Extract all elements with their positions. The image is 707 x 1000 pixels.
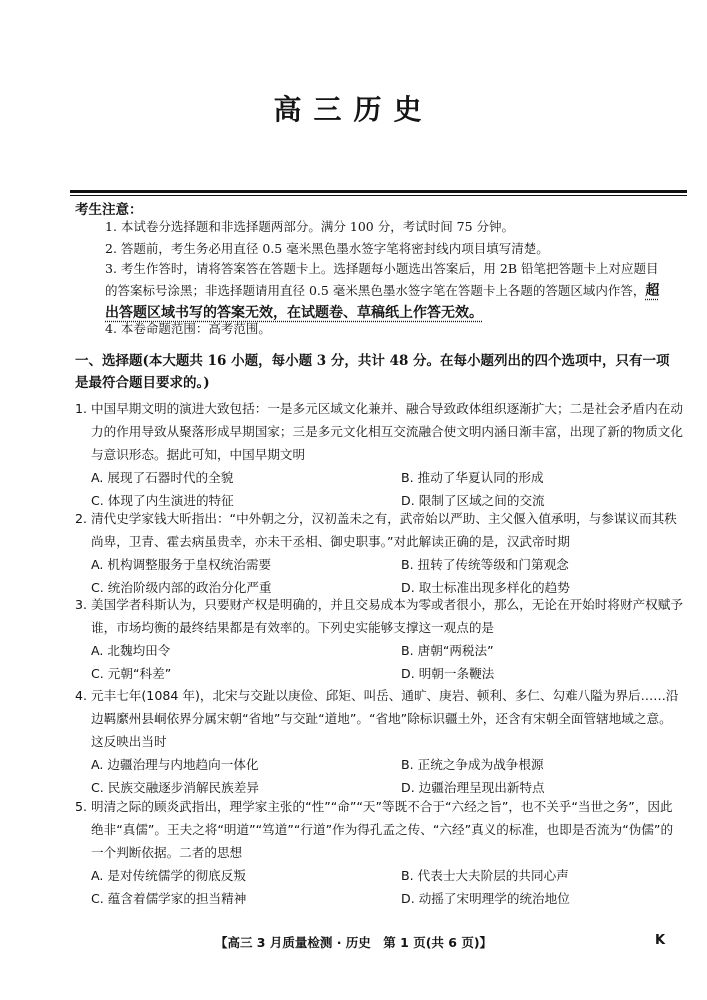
option-b: B. 正统之争成为战争根源: [401, 757, 544, 772]
option-a: A. 北魏均田令: [91, 643, 171, 658]
header-rule-thin: [70, 195, 687, 196]
option-d: D. 限制了区域之间的交流: [401, 493, 545, 508]
question-2: [75, 507, 683, 599]
question-stem: 2. 清代史学家钱大昕指出：“中外朝之分，汉初盖未之有，武帝始以严助、主父偃入值承明，与参谋议而其秩尚卑，卫青、霍去病虽贵幸，亦未干丞相、御史职事。”对此解读正确的是，汉武帝时期: [75, 511, 677, 549]
option-a: A. 边疆治理与内地趋向一体化: [91, 757, 259, 772]
notice-item-4: 4. 本卷命题范围：高考范围。: [105, 321, 271, 336]
notice-item-1: 1. 本试卷分选择题和非选择题两部分。满分 100 分，考试时间 75 分钟。: [105, 219, 515, 234]
notice-item-3-text: 3. 考生作答时，请将答案答在答题卡上。选择题每小题选出答案后，用 2B 铅笔把答题卡上对应题目的答案标号涂黑；非选择题请用直径 0.5 毫米黑色墨水签字笔在答题卡上各题的答题区域内作答，: [105, 261, 659, 298]
header-rule-thick: [70, 190, 687, 193]
question-stem: 1. 中国早期文明的演进大致包括：一是多元区域文化兼并、融合导致政体组织逐渐扩大；二是社会矛盾内在动力的作用导致从聚落形成早期国家；三是多元文化相互交流融合使文明内涵日渐丰富，出现了新的物质文化与意识形态。据此可知，中国早期文明: [75, 401, 683, 462]
option-a: A. 是对传统儒学的彻底反叛: [91, 868, 246, 883]
notice-item-3-emphasis: 超出答题区域书写的答案无效，在试题卷、草稿纸上作答无效。: [105, 283, 660, 321]
option-d: D. 取士标准出现多样化的趋势: [401, 580, 570, 595]
option-b: B. 推动了华夏认同的形成: [401, 470, 544, 485]
option-b: B. 扭转了传统等级和门第观念: [401, 557, 569, 572]
option-b: B. 唐朝“两税法”: [401, 643, 494, 658]
question-3: [75, 593, 683, 685]
question-options: [91, 864, 683, 910]
option-c: C. 民族交融逐步消解民族差异: [91, 780, 259, 795]
notice-item-3: [105, 258, 670, 324]
option-c: C. 体现了内生演进的特征: [91, 493, 234, 508]
option-c: C. 元朝“科差”: [91, 666, 172, 681]
question-options: [91, 466, 683, 512]
question-stem: 3. 美国学者科斯认为，只要财产权是明确的，并且交易成本为零或者很小，那么，无论在开始时将财产权赋予谁，市场均衡的最终结果都是有效率的。下列史实能够支撑这一观点的是: [75, 597, 683, 635]
option-d: D. 动摇了宋明理学的统治地位: [401, 891, 570, 906]
paper-code: K: [655, 933, 666, 948]
question-4: [75, 684, 683, 799]
option-a: A. 展现了石器时代的全貌: [91, 470, 234, 485]
option-c: C. 统治阶级内部的政治分化严重: [91, 580, 272, 595]
question-options: [91, 639, 683, 685]
question-stem: 5. 明清之际的顾炎武指出，理学家主张的“性”“命”“天”等既不合于“六经之旨”，也不关乎“当世之务”，因此绝非“真儒”。王夫之将“明道”“笃道”“行道”作为得孔孟之传、“六经”真义的标准，也即是否流为“伪儒”的一个判断依据。二者的思想: [75, 799, 674, 860]
option-d: D. 明朝一条鞭法: [401, 666, 495, 681]
section-heading: 一、选择题(本大题共 16 小题，每小题 3 分，共计 48 分。在每小题列出的四个选项中，只有一项是最符合题目要求的。): [75, 353, 670, 391]
question-options: [91, 753, 683, 799]
option-a: A. 机构调整服务于皇权统治需要: [91, 557, 272, 572]
question-stem: 4. 元丰七年(1084 年)，北宋与交趾以庚俭、邱矩、叫岳、通旷、庚岩、顿利、多仁、勾难八隘为界后……沿边羁縻州县峒依界分属宋朝“省地”与交趾“道地”。“省地”除标识疆土外，还含有宋朝全面管辖地域之意。这反映出当时: [75, 688, 679, 749]
notice-item-2: 2. 答题前，考生务必用直径 0.5 毫米黑色墨水签字笔将密封线内项目填写清楚。: [105, 241, 549, 256]
page-footer: 【高三 3 月质量检测 · 历史 第 1 页(共 6 页)】: [214, 935, 493, 950]
page-title: 高三历史: [273, 93, 434, 126]
option-d: D. 边疆治理呈现出新特点: [401, 780, 545, 795]
notice-heading: 考生注意：: [75, 202, 143, 218]
option-c: C. 蕴含着儒学家的担当精神: [91, 891, 247, 906]
question-1: [75, 397, 683, 512]
question-5: [75, 795, 683, 910]
option-b: B. 代表士大夫阶层的共同心声: [401, 868, 569, 883]
